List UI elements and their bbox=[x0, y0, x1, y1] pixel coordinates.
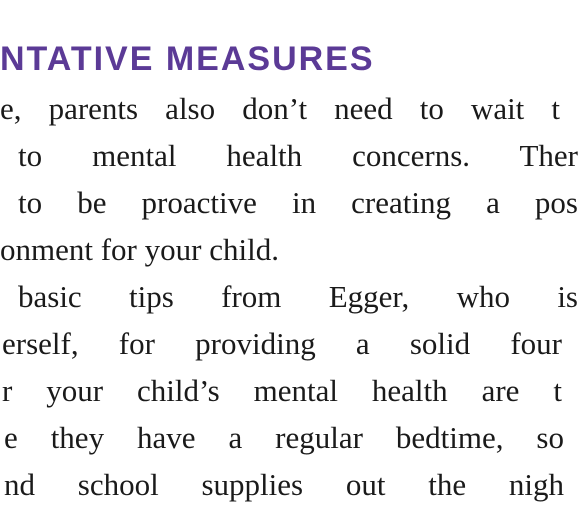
body-text-line: erself, for providing a solid four bbox=[2, 326, 562, 361]
body-text-line: to be proactive in creating a pos bbox=[18, 185, 578, 220]
body-text-line: onment for your child. bbox=[0, 232, 279, 267]
section-heading: NTATIVE MEASURES bbox=[0, 40, 375, 78]
body-text-line: to mental health concerns. Ther bbox=[18, 138, 578, 173]
body-text-line: basic tips from Egger, who is bbox=[18, 279, 578, 314]
body-text-line: r your child’s mental health are t bbox=[2, 373, 562, 408]
body-text-line: e they have a regular bedtime, so bbox=[4, 420, 564, 455]
body-text-line: nd school supplies out the nigh bbox=[4, 467, 564, 502]
body-text-line: e, parents also don’t need to wait t bbox=[0, 91, 560, 126]
